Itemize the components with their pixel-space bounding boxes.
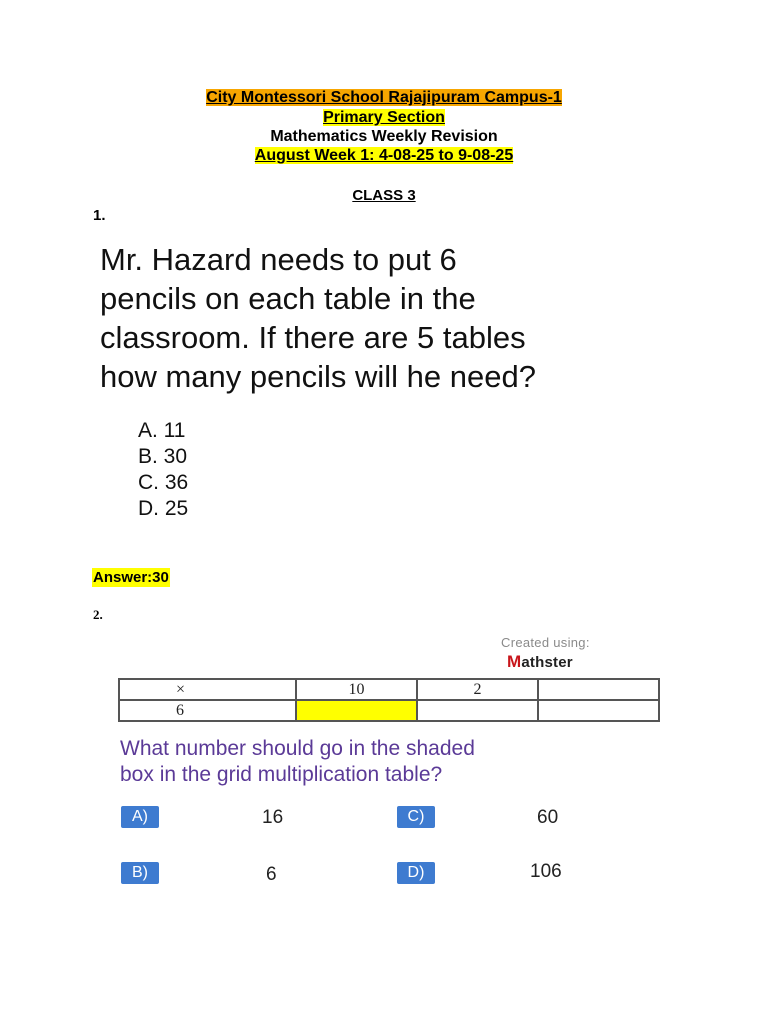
option-d-value: 106 bbox=[530, 861, 562, 882]
mathster-logo bbox=[507, 652, 573, 672]
option-a-value: 16 bbox=[262, 807, 284, 828]
question-1-line: how many pencils will he need? bbox=[100, 359, 536, 394]
option-c-badge: C) bbox=[397, 806, 435, 828]
question-1-option: D. 25 bbox=[138, 497, 189, 520]
week-line bbox=[0, 146, 768, 165]
question-2-number: 2. bbox=[93, 607, 103, 622]
question-1-line: pencils on each table in the bbox=[100, 281, 476, 316]
question-1-number bbox=[93, 207, 106, 224]
question-1-options bbox=[138, 418, 188, 522]
question-1-line: Mr. Hazard needs to put 6 bbox=[100, 242, 457, 277]
class-title: CLASS 3 bbox=[352, 187, 416, 204]
option-b-value: 6 bbox=[266, 864, 277, 885]
option-a-badge: A) bbox=[121, 806, 159, 828]
grid-cell: 10 bbox=[296, 679, 417, 700]
subject-title: Mathematics Weekly Revision bbox=[270, 128, 498, 145]
grid-cell bbox=[538, 679, 659, 700]
week-range: August Week 1: 4-08-25 to 9-08-25 bbox=[254, 147, 514, 164]
question-2-prompt-line: box in the grid multiplication table? bbox=[120, 763, 443, 786]
class-line bbox=[0, 186, 768, 205]
section-name: Primary Section bbox=[323, 109, 445, 126]
created-using-label: Created using: bbox=[501, 635, 590, 650]
grid-row bbox=[119, 679, 659, 700]
grid-cell: 2 bbox=[417, 679, 538, 700]
mathster-logo-rest: athster bbox=[521, 654, 573, 671]
grid-cell: 6 bbox=[119, 700, 296, 721]
subject-line bbox=[0, 127, 768, 146]
option-d-badge: D) bbox=[397, 862, 435, 884]
question-1-answer: Answer:30 bbox=[93, 569, 169, 586]
grid-cell-shaded bbox=[296, 700, 417, 721]
grid-cell-operator: × bbox=[119, 679, 296, 700]
option-b-badge: B) bbox=[121, 862, 159, 884]
question-1-option: C. 36 bbox=[138, 471, 189, 494]
grid-cell bbox=[538, 700, 659, 721]
school-name-line bbox=[0, 88, 768, 107]
question-1-text bbox=[100, 240, 740, 396]
option-c-value: 60 bbox=[537, 807, 559, 828]
school-name: City Montessori School Rajajipuram Campus-1 bbox=[206, 89, 562, 106]
question-2-prompt bbox=[120, 736, 475, 788]
question-1-option: A. 11 bbox=[138, 419, 186, 442]
grid-row bbox=[119, 700, 659, 721]
grid-cell bbox=[417, 700, 538, 721]
question-1-line: classroom. If there are 5 tables bbox=[100, 320, 526, 355]
mathster-logo-initial: M bbox=[507, 652, 522, 671]
section-line bbox=[0, 108, 768, 127]
question-2-prompt-line: What number should go in the shaded bbox=[120, 737, 475, 760]
multiplication-grid bbox=[118, 678, 660, 722]
question-1-option: B. 30 bbox=[138, 445, 188, 468]
question-1-number-text: 1. bbox=[93, 207, 106, 224]
